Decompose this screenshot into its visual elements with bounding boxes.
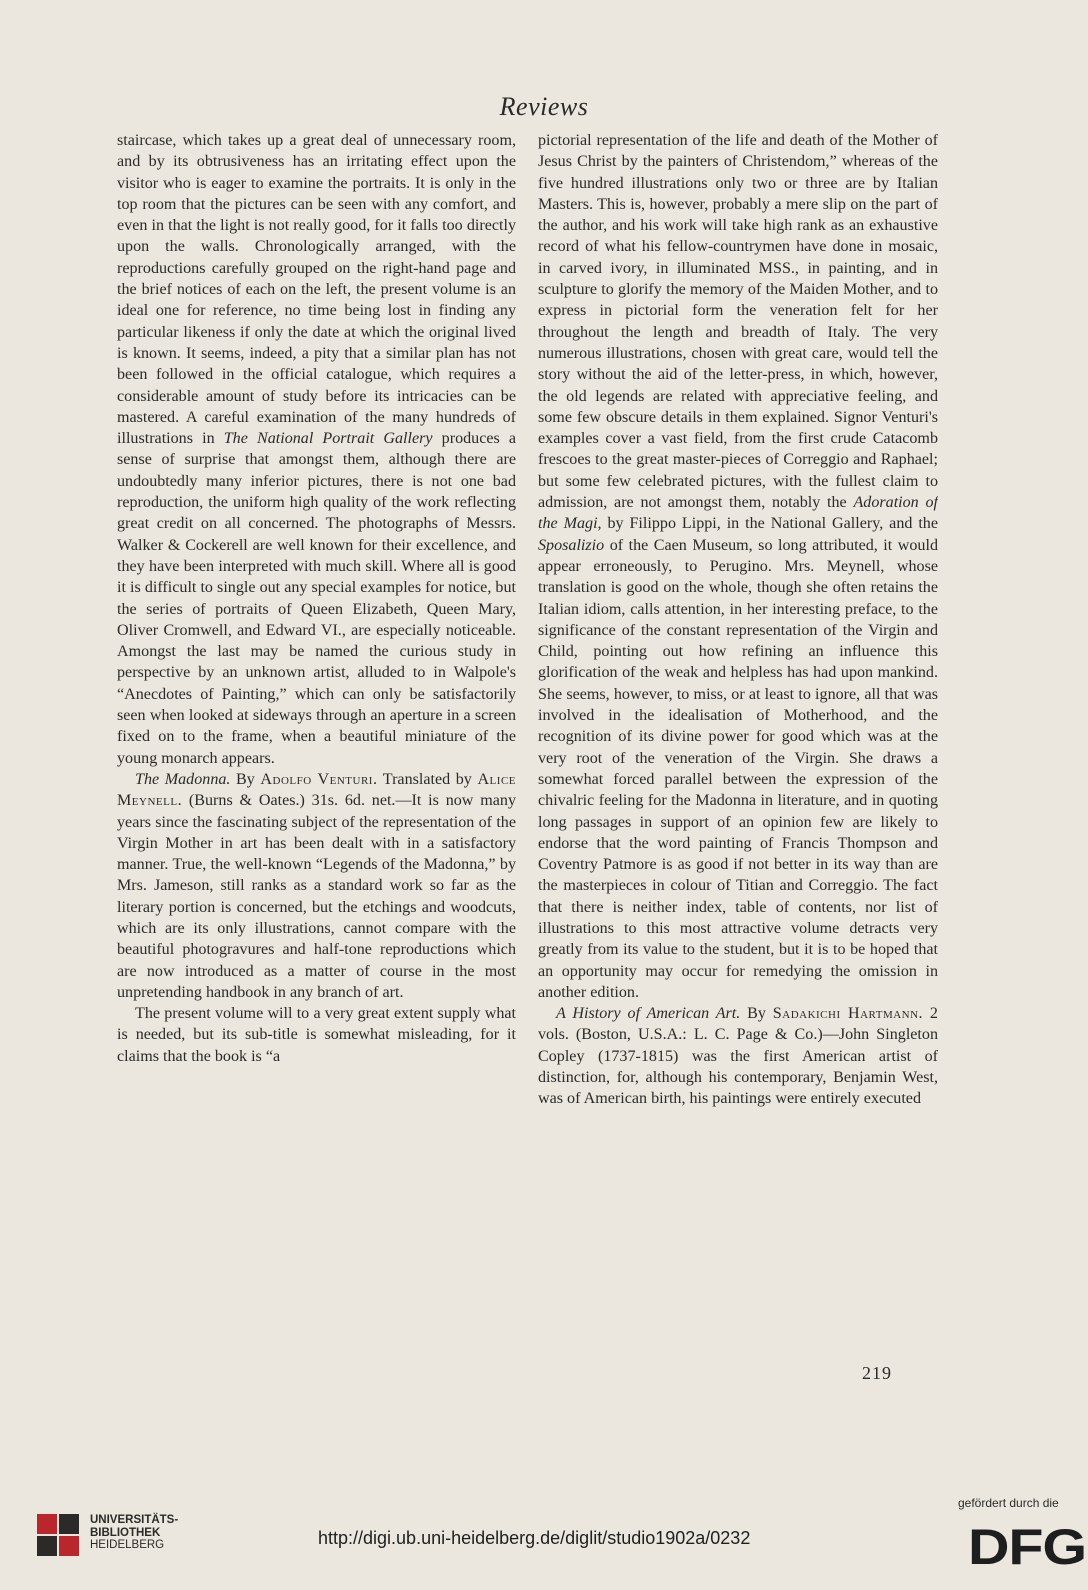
paragraph-text: staircase, which takes up a great deal of unnecessary room, and by its obtrusiveness has an irritating effect upon the visitor who is eager to examine the portraits. It is only in the top room that the pictures can be seen with any comfort, and even in that the light is not really good, for it falls too directly upon the walls. Chronologically arranged, with the reproductions carefully grouped on the right-hand page and the brief notices of each on the left, the present volume is an ideal one for reference, no time being lost in finding any particular likeness if only the date at which the original lived is known. It seems, indeed, a pity that a similar plan has not been followed in the official catalogue, which requires a considerable amount of study before its intricacies can be mastered. A careful examination of the many hundreds of illustrations in [117, 132, 516, 448]
paragraph-text: produces a sense of surprise that amongst them, although there are undoubtedly many inferior pictures, there is not one bad reproduction, the uniform high quality of the work reflecting great credit on all concerned. The photographs of Messrs. Walker & Cockerell are well known for their excellence, and they have been interpreted with much skill. Where all is good it is difficult to single out any special examples for notice, but the series of portraits of Queen Elizabeth, Queen Mary, Oliver Cromwell, and Edward VI., are especially noticeable. Amongst the last may be named the curious study in perspective by an unknown artist, alluded to in Walpole's “Anecdotes of Painting,” which can only be satisfactorily seen when looked at sideways through an aperture in a screen fixed on to the frame, when a beautiful miniature of the young monarch appears. [117, 430, 516, 767]
publication-info: (Burns & Oates.) 31s. 6d. net. [182, 792, 396, 810]
paragraph-text: By [740, 1005, 773, 1023]
paragraph-text: Translated by [377, 770, 478, 788]
dfg-logo: DFG [968, 1519, 1086, 1575]
review-paragraph [538, 1003, 938, 1109]
paragraph-text: —It is now many years since the fascinating subject of the representation of the Virgin Mother in art has been dealt with in a satisfactory manner. True, the well-known “Legends of the Madonna,” by Mrs. Jameson, still ranks as a standard work so far as the literary portion is concerned, but the etchings and woodcuts, which are its only illustrations, cannot compare with the beautiful photogravures and half-tone reproductions which are now introduced as a matter of course in the most unpretending handbook in any branch of art. [117, 792, 516, 1001]
library-name-line: HEIDELBERG [90, 1539, 165, 1551]
paragraph-text: 2 vols. (Boston, U.S.A.: L. C. Page & Co.)—John Singleton Copley (1737-1815) was the first American artist of distinction, for, although his contemporary, Benjamin West, was of American birth, his paintings were entirely executed [538, 1005, 938, 1108]
book-title: The National Portrait Gallery [223, 430, 433, 448]
paragraph [117, 130, 516, 769]
review-paragraph [117, 769, 516, 1003]
paragraph-text: of the Caen Museum, so long attributed, it would appear erroneously, to Perugino. Mrs. Meynell, whose translation is good on the whole, though she often retains the Italian idiom, calls attention, in her interesting preface, to the significance of the constant representation of the Virgin and Child, pointing out how refining an influence this glorification of the weak and helpless has had upon mankind. She seems, however, to miss, or at least to ignore, all that was involved in the idealisation of Motherhood, and the recognition of its divine power for good which was at the very root of the veneration of the Virgin. She draws a somewhat forced parallel between the expression of the chivalric feeling for the Madonna in literature, and in quoting long passages in support of an opinion few are likely to endorse that the word painting of Francis Thompson and Coventry Patmore is as good if not better in its way than are the masterpieces in colour of Titian and Correggio. The fact that there is neither index, table of contents, nor list of illustrations to this most attractive volume detracts very greatly from its value to the student, but it is to be hoped that an opportunity may occur for remedying the omission in another edition. [538, 536, 938, 1001]
library-name-line: UNIVERSITÄTS- [90, 1514, 179, 1526]
book-title: A History of American Art. [556, 1005, 741, 1023]
artwork-title: Sposalizio [538, 536, 605, 554]
funded-by-label: gefördert durch die [958, 1496, 1059, 1510]
paragraph-text: , by Filippo Lippi, in the National Gallery, and the [597, 515, 938, 533]
running-head: Reviews [499, 92, 589, 121]
book-title: The Madonna. [135, 770, 231, 788]
university-library-logo-icon [35, 1512, 81, 1558]
paragraph-text: pictorial representation of the life and death of the Mother of Jesus Christ by the painters of Christendom,” whereas of the five hundred illustrations only two or three are by Italian Masters. This is, however, probably a mere slip on the part of the author, and his work will take high rank as an exhaustive record of what his fellow-countrymen have done in mosaic, in carved ivory, in illuminated MSS., in painting, and in sculpture to glorify the memory of the Maiden Mother, and to express in pictorial form the veneration felt for her throughout the length and breadth of Italy. The very numerous illustrations, chosen with great care, would tell the story without the aid of the letter-press, in which, however, the old legends are related with appreciative feeling, and some few obscure details in them explained. Signor Venturi's examples cover a vast field, from the first crude Catacomb frescoes to the great master-pieces of Correggio and Raphael; but some few celebrated pictures, with the fullest claim to admission, are not amongst them, notably the [538, 132, 938, 512]
right-column [538, 130, 938, 1355]
source-url-link[interactable]: http://digi.ub.uni-heidelberg.de/diglit/studio1902a/0232 [318, 1528, 751, 1548]
left-column [117, 130, 516, 1355]
paragraph: The present volume will to a very great extent supply what is needed, but its sub-title is somewhat misleading, for it claims that the book is “a [117, 1005, 516, 1065]
translator-name: Alice Meynell. [117, 770, 516, 810]
author-name: Adolfo Venturi. [260, 770, 378, 788]
library-name [90, 1514, 178, 1552]
library-name-line: BIBLIOTHEK [90, 1526, 161, 1539]
paragraph-text: By [230, 770, 261, 788]
page-number: 219 [862, 1363, 892, 1383]
artwork-title: Adoration of the Magi [538, 494, 938, 533]
digitization-footer [0, 1490, 1088, 1590]
author-name: Sadakichi Hartmann. [772, 1005, 924, 1023]
paragraph [538, 130, 938, 1003]
